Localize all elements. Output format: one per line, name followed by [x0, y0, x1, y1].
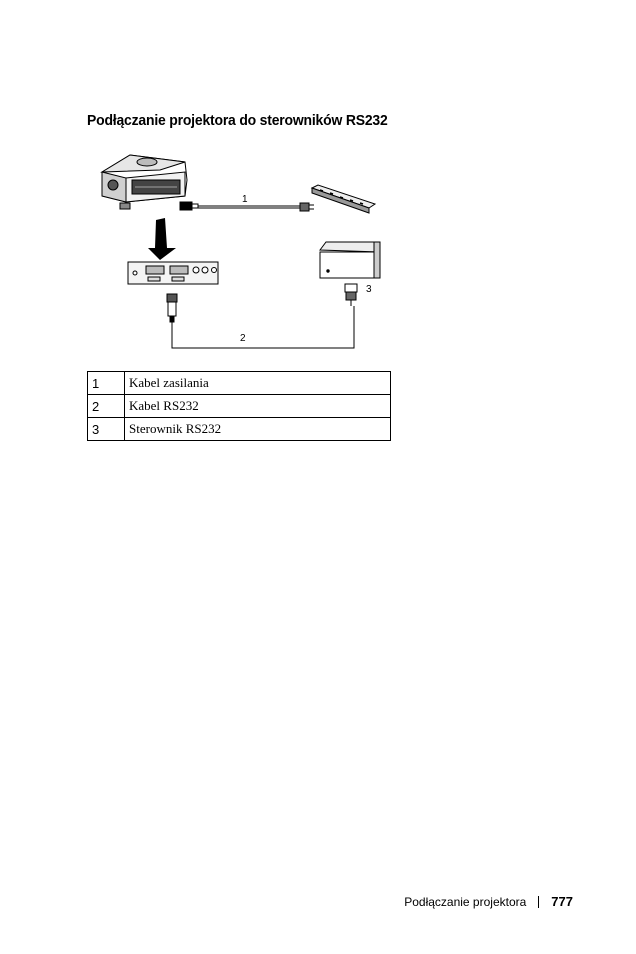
projector-icon	[102, 155, 187, 209]
legend-number: 3	[88, 418, 125, 441]
callout-3-label: 3	[366, 284, 372, 295]
rs232-controller-icon	[320, 242, 380, 306]
legend-label: Sterownik RS232	[125, 418, 391, 441]
footer-separator	[538, 896, 539, 908]
section-heading: Podłączanie projektora do sterowników RS232	[87, 112, 388, 129]
table-row	[88, 395, 391, 418]
rs232-plug-icon	[167, 294, 177, 322]
footer-section-title: Podłączanie projektora	[404, 894, 527, 909]
page-number: 777	[551, 894, 573, 909]
power-strip-icon	[312, 185, 375, 213]
rs232-cable-line	[172, 306, 354, 348]
connection-diagram	[90, 150, 390, 360]
callout-1-label: 1	[242, 194, 248, 205]
table-row	[88, 372, 391, 395]
connector-panel-icon	[128, 262, 218, 284]
legend-label: Kabel RS232	[125, 395, 391, 418]
page-footer	[404, 894, 573, 909]
arrow-down-icon	[148, 218, 176, 260]
legend-number: 2	[88, 395, 125, 418]
table-row	[88, 418, 391, 441]
legend-table	[87, 371, 391, 441]
legend-label: Kabel zasilania	[125, 372, 391, 395]
callout-2-label: 2	[240, 333, 246, 344]
legend-number: 1	[88, 372, 125, 395]
